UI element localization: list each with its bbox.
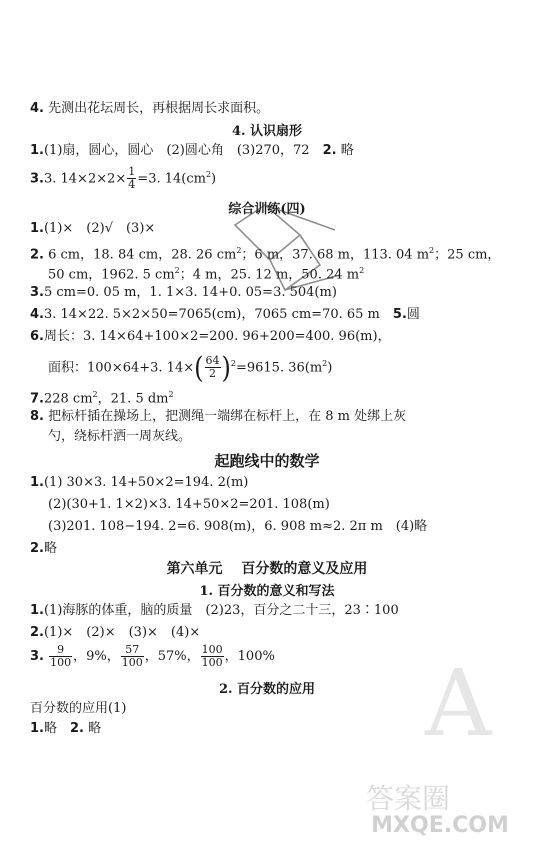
fraction-64-2: $\frac{64}{2}$ (205, 354, 220, 381)
answer-circle-logo-icon (350, 778, 530, 838)
comp-answer-8-cont: 勺，绕标杆洒一周灰线。 (48, 429, 192, 444)
section-heading-percent-use: 2. 百分数的应用 (218, 682, 316, 697)
unit-heading: 第六单元 百分数的意义及应用 (166, 561, 368, 577)
run-answer-1: 1.(1) 30×3. 14+50×2=194. 2(m) (30, 475, 249, 490)
logo-site-text: MXQE.COM (371, 813, 509, 838)
watermark-letter: A (425, 650, 492, 757)
run-answer-1-3: (3)201. 108−194. 2=6. 908(m)，6. 908 m≈2. 2π m (4)略 (48, 519, 428, 534)
section-heading-sector: 4. 认识扇形 (231, 124, 303, 139)
line-4: 4. 先测出花坛周长，再根据周长求面积。 (30, 101, 270, 116)
fraction-1-4: $\frac{1}{4}$ (128, 165, 136, 192)
comp-answer-7: 7.228 $cm^2$，21. 5 $dm^2$ (30, 390, 174, 407)
comp-answer-6: 6.周长：3. 14×64+100×2=200. 96+200=400. 96(m)， (30, 329, 391, 344)
comp-answer-1: 1.(1)× (2)√ (3)× (30, 221, 156, 236)
percent-answer-3: 3. $\frac{9}{100}$ ，9%， $\frac{57}{100}$ ，57%， $\frac{100}{100}$ ，100% (30, 643, 275, 669)
percent-use-answers: 1.略 2. 略 (30, 721, 102, 736)
section-heading-percent-meaning: 1. 百分数的意义和写法 (199, 584, 335, 599)
percent-answer-2: 2.(1)× (2)× (3)× (4)× (30, 625, 201, 640)
run-answer-1-2: (2)(30+1. 1×2)×3. 14+50×2=201. 108(m) (48, 497, 330, 512)
comp-answer-2-cont: 50 cm，1962. 5 $cm^2$；4 m，25. 12 m，50. 24 $m^2$ (48, 266, 365, 283)
comp-answer-4: 4.3. 14×22. 5×2×50=7065(cm)，7065 cm=70. 65 m 5.圆 (30, 307, 420, 322)
comp-answer-8: 8. 把标杆插在操场上，把测绳一端绑在标杆上，在 8 m 处绑上灰 (30, 409, 407, 424)
fraction-9-100: $\frac{9}{100}$ (50, 643, 72, 669)
percent-use-title: 百分数的应用(1) (30, 701, 127, 716)
sector-answer-1: 1.(1)扇，圆心，圆心 (2)圆心角 (3)270，72 2. 略 (30, 143, 354, 158)
section-heading-comprehensive: 综合训练(四) (228, 202, 306, 217)
section-heading-running: 起跑线中的数学 (214, 452, 320, 470)
comp-answer-6-area: 面积：100×64+3. 14×( $\frac{64}{2}$ )$^2$=9615. $36(m^2)$ (48, 351, 333, 385)
percent-answer-1: 1.(1)海豚的体重，脑的质量 (2)23，百分之二十三，23∶100 (30, 603, 399, 618)
fraction-57-100: $\frac{57}{100}$ (121, 643, 143, 669)
fraction-100-100: $\frac{100}{100}$ (201, 643, 223, 669)
run-answer-2: 2.略 (30, 541, 57, 556)
comp-answer-2: 2. 6 cm，18. 84 cm，28. 26 $cm^2$；6 m，37. 68 m，113. 04 $m^2$；25 cm， (30, 246, 501, 263)
logo-brand-text: 答案圈 (365, 782, 451, 815)
sector-answer-3: 3.3. 14×2×2× $\frac{1}{4}$ =3. $14(cm^2)$ (30, 165, 217, 192)
comp-answer-3: 3.5 cm=0. 05 m，1. 1×3. 14+0. 05=3. 504(m) (30, 285, 337, 300)
stamp-overlay-icon (225, 195, 345, 310)
